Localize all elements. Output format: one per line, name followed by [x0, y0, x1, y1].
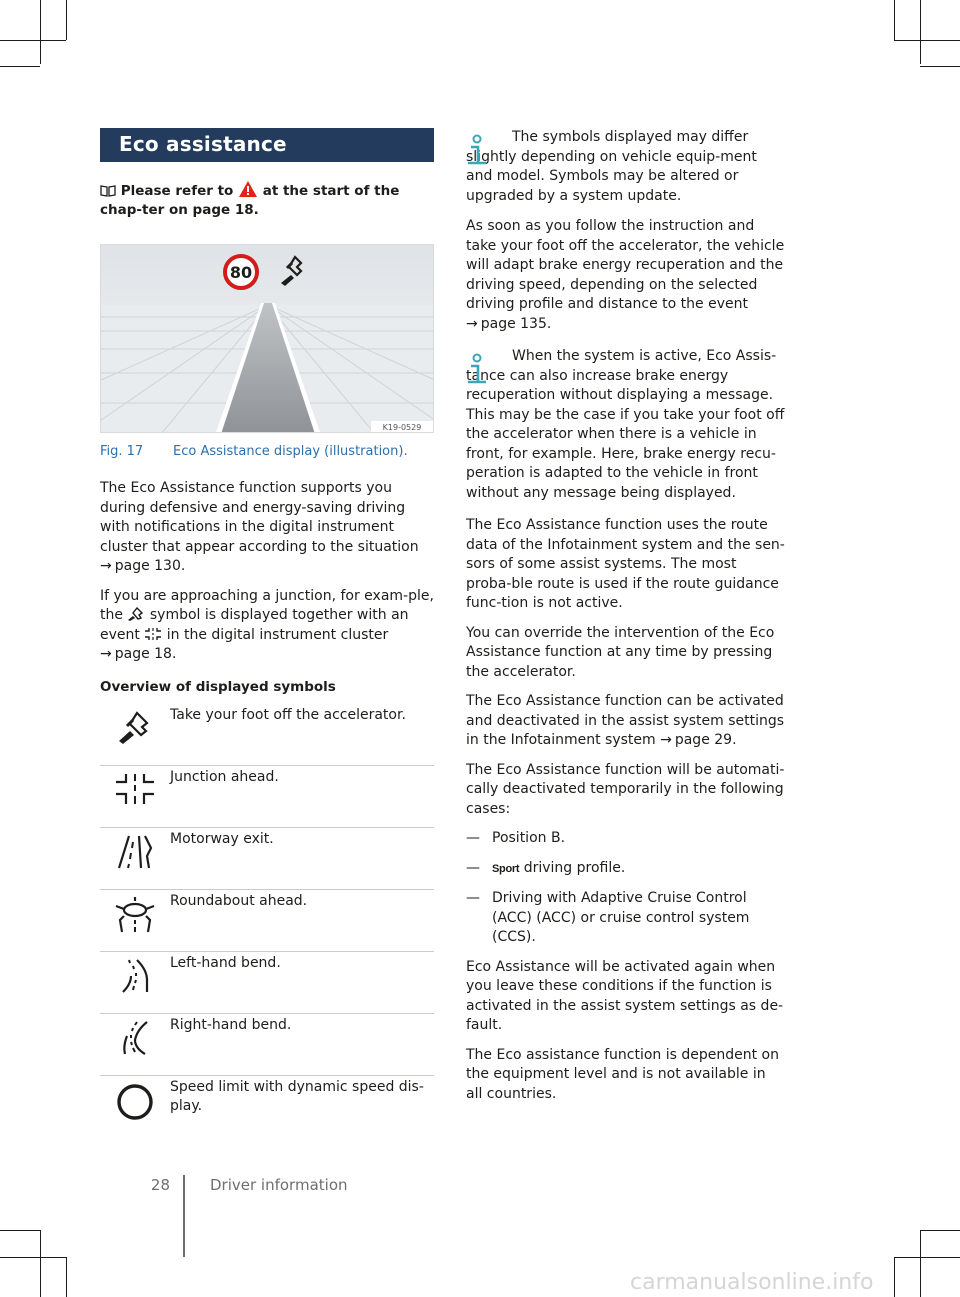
list-item: Motorway exit.	[100, 828, 434, 890]
list-item: Speed limit with dynamic speed dis-play.	[100, 1076, 434, 1136]
list-item: Take your foot off the accelerator.	[100, 704, 434, 766]
eco-assistance-illustration	[100, 244, 434, 433]
page-reference[interactable]: → page 29.	[660, 732, 736, 748]
info-note: When the system is active, Eco Assis-tance can also increase brake energy recuperation without displaying a message. This may be the case if you take your foot off the accelerator when there is a vehicle in front, for example. Here, brake energy recu-peration is adapted to the vehicle in front without any message being displayed.	[466, 348, 785, 501]
list-item: Roundabout ahead.	[100, 890, 434, 952]
crop-mark	[66, 1257, 67, 1297]
intro-paragraph: The Eco Assistance function supports you during defensive and energy-saving driving with notifications in the digital instrument cluster that appear according to the situation → page 130.	[100, 479, 434, 577]
junction-icon	[144, 627, 162, 641]
road-display-graphic	[101, 245, 434, 433]
right-column	[466, 128, 786, 1104]
figure-caption-text: Eco Assistance display (illustration).	[173, 444, 408, 459]
symbol-list	[100, 704, 434, 1136]
list-item: Junction ahead.	[100, 766, 434, 828]
crop-mark	[66, 0, 67, 40]
info-icon	[466, 353, 488, 387]
arrow-right-icon: →	[660, 732, 672, 748]
overview-heading: Overview of displayed symbols	[100, 678, 336, 695]
speed-limit-value: 80	[229, 263, 253, 282]
crop-mark	[0, 40, 66, 41]
warning-reference: Please refer to at the start of the chap-ter on page 18.	[100, 180, 434, 220]
sport-label: Sport	[492, 862, 520, 875]
crop-mark	[894, 1257, 895, 1297]
foot-off-accelerator-icon	[115, 710, 155, 744]
list-item: Left-hand bend.	[100, 952, 434, 1014]
availability-paragraph: The Eco assistance function is dependent on the equipment level and is not available in all countries.	[466, 1046, 779, 1102]
reactivation-paragraph: Eco Assistance will be activated again when you leave these conditions if the function is activated in the assist system settings as de-fault.	[466, 958, 784, 1033]
junction-icon	[114, 772, 156, 806]
footer-divider	[183, 1175, 185, 1257]
crop-mark	[920, 1230, 960, 1231]
crop-mark	[920, 66, 960, 67]
figure-code: K19-0529	[382, 423, 422, 432]
list-item: — Position B.	[466, 830, 566, 846]
footer-section: Driver information	[210, 1176, 348, 1194]
crop-mark	[0, 1257, 66, 1258]
arrow-right-icon: →	[466, 315, 478, 332]
page-number: 28	[150, 1176, 170, 1194]
crop-mark	[0, 1230, 40, 1231]
list-item: — Driving with Adaptive Cruise Control (ACC) (ACC) or cruise control system (CCS).	[466, 890, 750, 945]
info-icon	[466, 134, 488, 168]
page-reference[interactable]: → page 130.	[100, 558, 185, 574]
recuperation-paragraph: As soon as you follow the instruction and take your foot off the accelerator, the vehicle will adapt brake energy recuperation and the driving speed, depending on the selected driving profile and distance to the event → page 135.	[466, 217, 786, 334]
list-item: Right-hand bend.	[100, 1014, 434, 1076]
crop-mark	[920, 0, 921, 64]
crop-mark	[894, 0, 895, 40]
info-note: The symbols displayed may differ slightly depending on vehicle equip-ment and model. Symbols may be altered or upgraded by a system update.	[466, 129, 757, 204]
right-bend-icon	[115, 1020, 155, 1056]
warning-triangle-icon	[238, 180, 258, 198]
speed-limit-circle-icon	[115, 1082, 155, 1122]
junction-paragraph: If you are approaching a junction, for exam-ple, the symbol is displayed together with an event in the digital instrument cluster → page 18.	[100, 587, 434, 665]
book-icon	[100, 184, 116, 198]
activation-paragraph: The Eco Assistance function can be activated and deactivated in the assist system settings in the Infotainment system → page 29.	[466, 692, 786, 751]
roundabout-icon	[114, 896, 156, 934]
section-title: Eco assistance	[100, 128, 434, 162]
crop-mark	[920, 1230, 921, 1297]
figure-number: Fig. 17	[100, 444, 144, 459]
override-paragraph: You can override the intervention of the Eco Assistance function at any time by pressing the accelerator.	[466, 624, 775, 680]
page-reference[interactable]: → page 135.	[466, 316, 551, 332]
arrow-right-icon: →	[100, 558, 112, 574]
left-bend-icon	[115, 958, 155, 994]
crop-mark	[894, 1257, 960, 1258]
route-data-paragraph: The Eco Assistance function uses the route data of the Infotainment system and the sen-sors of some assist systems. The most proba-ble route is used if the route guidance func-tion is not active.	[466, 517, 785, 611]
crop-mark	[40, 1230, 41, 1297]
watermark: carmanualsonline.info	[630, 1270, 874, 1295]
arrow-right-icon: →	[100, 646, 112, 662]
figure-caption	[100, 444, 434, 459]
crop-mark	[0, 66, 40, 67]
crop-mark	[40, 0, 41, 64]
foot-off-accelerator-icon	[127, 607, 145, 621]
left-column	[100, 128, 434, 1136]
page-reference[interactable]: → page 18.	[100, 646, 176, 662]
motorway-exit-icon	[115, 834, 155, 870]
list-item: — Sport driving profile.	[466, 859, 626, 876]
crop-mark	[894, 40, 960, 41]
deactivation-paragraph: The Eco Assistance function will be automati-cally deactivated temporarily in the following cases:	[466, 761, 785, 817]
